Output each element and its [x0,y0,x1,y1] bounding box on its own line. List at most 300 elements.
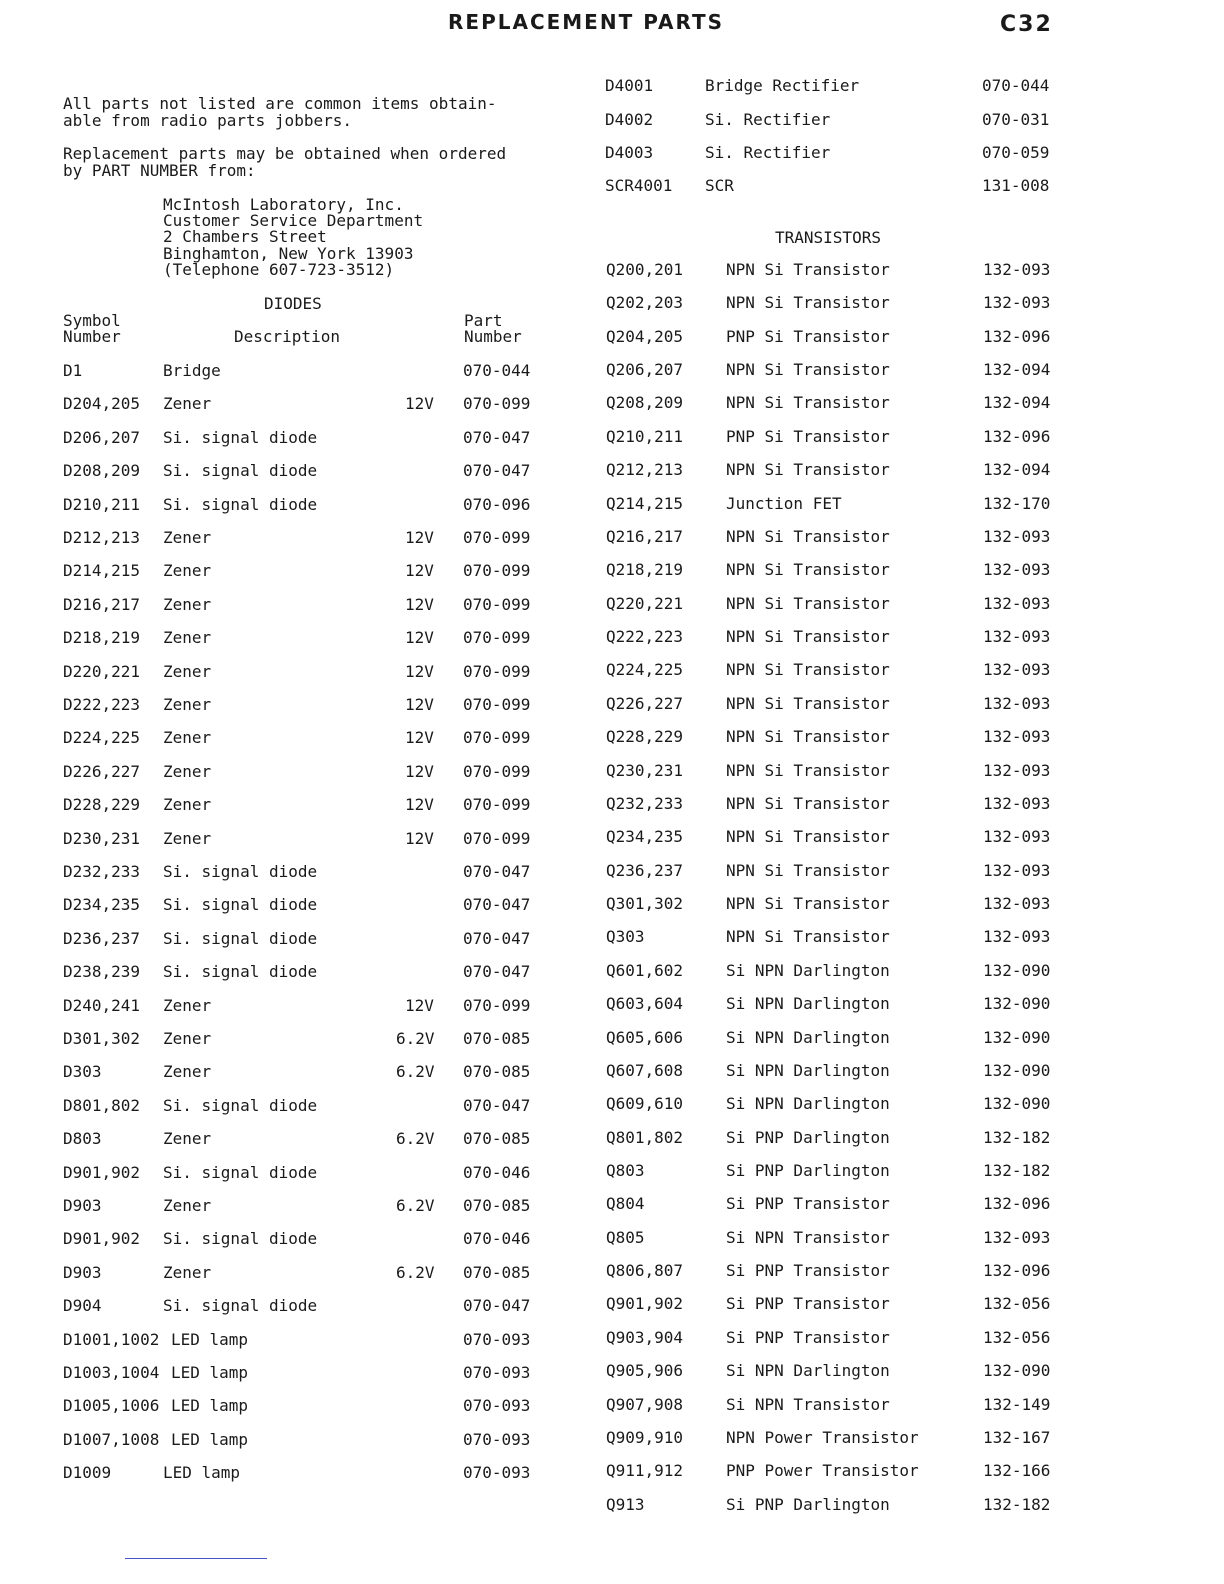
intro-line: by PART NUMBER from: [63,161,256,180]
transistor-description: PNP Si Transistor [726,427,890,446]
diode-symbol: D803 [63,1129,102,1148]
diode-description: Zener [163,829,212,848]
transistor-symbol: Q228,229 [606,727,684,746]
diode-symbol: D226,227 [63,762,141,781]
transistor-row [0,295,1224,315]
transistor-description: PNP Si Transistor [726,327,890,346]
diode-symbol: D208,209 [63,461,141,480]
transistor-symbol: Q220,221 [606,594,684,613]
transistor-row [0,1163,1224,1183]
diode-rating: 6.2V [396,1263,435,1282]
diode-symbol: D232,233 [63,862,141,881]
transistor-symbol: Q208,209 [606,393,684,412]
diode-description: Zener [163,762,212,781]
transistor-part-number: 132-094 [983,360,1051,379]
diode-symbol: D238,239 [63,962,141,981]
diode-rating: 12V [405,662,434,681]
diode-part-number: 070-044 [463,361,531,380]
transistor-row [0,1330,1224,1350]
transistor-description: NPN Power Transistor [726,1428,919,1447]
diode-rating: 12V [405,996,434,1015]
col-header-part-number: Number [464,327,522,346]
rectifier-description: Bridge Rectifier [705,76,860,95]
diode-symbol: D903 [63,1196,102,1215]
transistor-symbol: Q232,233 [606,794,684,813]
diode-rating: 12V [405,762,434,781]
transistor-description: NPN Si Transistor [726,694,890,713]
address-line: (Telephone 607-723-3512) [163,260,395,279]
diode-symbol: D216,217 [63,595,141,614]
diode-part-number: 070-047 [463,929,531,948]
diode-description: Zener [163,595,212,614]
diode-part-number: 070-099 [463,695,531,714]
transistor-part-number: 132-090 [983,1361,1051,1380]
transistor-symbol: Q202,203 [606,293,684,312]
diode-part-number: 070-085 [463,1196,531,1215]
transistor-symbol: Q607,608 [606,1061,684,1080]
transistor-row [0,1397,1224,1417]
diode-symbol: D218,219 [63,628,141,647]
transistor-symbol: Q804 [606,1194,645,1213]
diode-description: Si. signal diode [163,929,318,948]
transistor-symbol: Q911,912 [606,1461,684,1480]
transistor-description: Junction FET [726,494,842,513]
diode-description: Si. signal diode [163,1096,318,1115]
diode-part-number: 070-099 [463,628,531,647]
transistor-description: NPN Si Transistor [726,761,890,780]
transistor-row [0,462,1224,482]
transistor-row [0,529,1224,549]
transistor-symbol: Q224,225 [606,660,684,679]
transistor-description: NPN Si Transistor [726,927,890,946]
transistor-part-number: 132-167 [983,1428,1051,1447]
diode-description: Zener [163,795,212,814]
intro-line: able from radio parts jobbers. [63,111,352,130]
transistor-part-number: 132-093 [983,861,1051,880]
diode-part-number: 070-099 [463,795,531,814]
diode-rating: 6.2V [396,1029,435,1048]
diode-symbol: D801,802 [63,1096,141,1115]
diode-description: Si. signal diode [163,1296,318,1315]
diode-part-number: 070-047 [463,1096,531,1115]
transistor-symbol: Q222,223 [606,627,684,646]
transistors-section-title: TRANSISTORS [775,228,881,247]
diode-description: Si. signal diode [163,962,318,981]
transistor-part-number: 132-093 [983,660,1051,679]
diode-description: Zener [163,1029,212,1048]
transistor-description: NPN Si Transistor [726,360,890,379]
diode-symbol: D1005,1006 [63,1396,160,1415]
transistor-symbol: Q230,231 [606,761,684,780]
transistor-symbol: Q907,908 [606,1395,684,1414]
diode-description: Zener [163,662,212,681]
diode-part-number: 070-096 [463,495,531,514]
diode-part-number: 070-099 [463,528,531,547]
rectifier-part-number: 070-031 [982,110,1050,129]
transistor-description: NPN Si Transistor [726,627,890,646]
diode-part-number: 070-047 [463,895,531,914]
transistor-row [0,429,1224,449]
transistor-row [0,1063,1224,1083]
col-header-part: Part [464,311,503,330]
address-line: McIntosh Laboratory, Inc. [163,195,404,214]
rectifier-symbol: D4003 [605,143,654,162]
diode-description: Zener [163,1263,212,1282]
transistor-description: NPN Si Transistor [726,727,890,746]
transistor-row [0,729,1224,749]
transistor-row [0,1463,1224,1483]
transistor-part-number: 132-094 [983,393,1051,412]
diode-symbol: D228,229 [63,795,141,814]
diode-symbol: D901,902 [63,1163,141,1182]
diode-description: Si. signal diode [163,428,318,447]
transistor-symbol: Q803 [606,1161,645,1180]
diode-description: Zener [163,628,212,647]
transistor-part-number: 132-170 [983,494,1051,513]
transistor-description: Si PNP Darlington [726,1495,890,1514]
transistor-description: Si PNP Transistor [726,1194,890,1213]
diode-rating: 12V [405,394,434,413]
diode-symbol: D234,235 [63,895,141,914]
transistor-part-number: 132-093 [983,761,1051,780]
rectifier-symbol: D4001 [605,76,654,95]
diode-symbol: D230,231 [63,829,141,848]
transistor-row [0,1296,1224,1316]
diode-rating: 12V [405,829,434,848]
transistor-part-number: 132-090 [983,961,1051,980]
diode-symbol: D214,215 [63,561,141,580]
diode-part-number: 070-093 [463,1363,531,1382]
diode-description: Si. signal diode [163,895,318,914]
rectifier-row [0,178,1224,198]
diode-description: Si. signal diode [163,495,318,514]
diode-part-number: 070-046 [463,1163,531,1182]
diode-symbol: D212,213 [63,528,141,547]
diode-symbol: D1001,1002 [63,1330,160,1349]
transistor-symbol: Q601,602 [606,961,684,980]
diode-description: LED lamp [171,1330,249,1349]
diode-symbol: D903 [63,1263,102,1282]
transistor-row [0,963,1224,983]
diode-rating: 12V [405,628,434,647]
diode-symbol: D303 [63,1062,102,1081]
diode-description: Zener [163,1196,212,1215]
transistor-row [0,996,1224,1016]
diode-rating: 6.2V [396,1196,435,1215]
diode-part-number: 070-099 [463,561,531,580]
transistor-part-number: 132-090 [983,1028,1051,1047]
transistor-part-number: 132-096 [983,1261,1051,1280]
transistor-row [0,1363,1224,1383]
diode-rating: 12V [405,528,434,547]
transistor-row [0,1196,1224,1216]
transistor-part-number: 132-182 [983,1161,1051,1180]
transistor-description: Si PNP Darlington [726,1128,890,1147]
rectifier-description: Si. Rectifier [705,110,831,129]
rectifier-row [0,145,1224,165]
diode-description: LED lamp [171,1363,249,1382]
transistor-symbol: Q605,606 [606,1028,684,1047]
transistor-description: NPN Si Transistor [726,894,890,913]
transistor-part-number: 132-096 [983,1194,1051,1213]
transistor-description: NPN Si Transistor [726,594,890,613]
diode-part-number: 070-085 [463,1062,531,1081]
diode-symbol: D210,211 [63,495,141,514]
diode-symbol: D236,237 [63,929,141,948]
transistor-part-number: 132-093 [983,694,1051,713]
rectifier-description: Si. Rectifier [705,143,831,162]
transistor-description: NPN Si Transistor [726,393,890,412]
transistor-row [0,863,1224,883]
diode-description: Zener [163,561,212,580]
diode-description: Zener [163,695,212,714]
transistor-row [0,829,1224,849]
rectifier-part-number: 131-008 [982,176,1050,195]
diode-symbol: D301,302 [63,1029,141,1048]
col-header-description: Description [234,327,340,346]
transistor-description: NPN Si Transistor [726,560,890,579]
transistor-row [0,1497,1224,1517]
diode-description: LED lamp [171,1396,249,1415]
diode-description: Zener [163,528,212,547]
transistor-description: NPN Si Transistor [726,794,890,813]
transistor-symbol: Q234,235 [606,827,684,846]
transistor-description: NPN Si Transistor [726,260,890,279]
diode-part-number: 070-085 [463,1129,531,1148]
rectifier-row [0,112,1224,132]
transistor-part-number: 132-093 [983,627,1051,646]
transistor-description: Si NPN Darlington [726,994,890,1013]
transistor-row [0,1030,1224,1050]
transistor-row [0,1430,1224,1450]
transistor-part-number: 132-093 [983,927,1051,946]
diode-rating: 12V [405,795,434,814]
transistor-symbol: Q206,207 [606,360,684,379]
transistor-row [0,262,1224,282]
transistor-part-number: 132-093 [983,1228,1051,1247]
transistor-part-number: 132-094 [983,460,1051,479]
diode-description: Zener [163,996,212,1015]
diode-description: Si. signal diode [163,862,318,881]
transistor-row [0,629,1224,649]
diode-symbol: D901,902 [63,1229,141,1248]
transistor-row [0,1230,1224,1250]
transistor-part-number: 132-093 [983,894,1051,913]
transistor-symbol: Q204,205 [606,327,684,346]
diode-description: LED lamp [163,1463,241,1482]
diode-part-number: 070-047 [463,962,531,981]
diode-symbol: D206,207 [63,428,141,447]
transistor-description: Si NPN Darlington [726,961,890,980]
diode-part-number: 070-047 [463,461,531,480]
diode-part-number: 070-099 [463,996,531,1015]
diode-symbol: D1007,1008 [63,1430,160,1449]
rectifier-row [0,78,1224,98]
diode-description: Bridge [163,361,221,380]
transistor-part-number: 132-166 [983,1461,1051,1480]
transistor-part-number: 132-093 [983,527,1051,546]
transistor-part-number: 132-093 [983,727,1051,746]
diode-symbol: D240,241 [63,996,141,1015]
diode-description: Zener [163,394,212,413]
transistor-row [0,1263,1224,1283]
transistor-symbol: Q226,227 [606,694,684,713]
transistor-description: Si PNP Darlington [726,1161,890,1180]
transistor-row [0,562,1224,582]
diode-part-number: 070-047 [463,1296,531,1315]
transistor-description: Si NPN Darlington [726,1361,890,1380]
transistor-symbol: Q301,302 [606,894,684,913]
transistor-symbol: Q901,902 [606,1294,684,1313]
diode-part-number: 070-099 [463,595,531,614]
diode-rating: 12V [405,561,434,580]
transistor-row [0,596,1224,616]
transistor-symbol: Q603,604 [606,994,684,1013]
rectifier-symbol: SCR4001 [605,176,673,195]
transistor-part-number: 132-093 [983,260,1051,279]
address-line: 2 Chambers Street [163,227,327,246]
address-line: Binghamton, New York 13903 [163,244,414,263]
transistor-symbol: Q218,219 [606,560,684,579]
transistor-symbol: Q609,610 [606,1094,684,1113]
transistor-symbol: Q212,213 [606,460,684,479]
diode-symbol: D1003,1004 [63,1363,160,1382]
transistor-description: NPN Si Transistor [726,660,890,679]
transistor-row [0,329,1224,349]
transistor-description: NPN Si Transistor [726,293,890,312]
diode-symbol: D220,221 [63,662,141,681]
transistor-symbol: Q806,807 [606,1261,684,1280]
transistor-part-number: 132-056 [983,1328,1051,1347]
transistor-symbol: Q913 [606,1495,645,1514]
transistor-description: NPN Si Transistor [726,827,890,846]
diode-symbol: D1009 [63,1463,112,1482]
transistor-part-number: 132-093 [983,594,1051,613]
rectifier-part-number: 070-044 [982,76,1050,95]
transistor-description: Si NPN Transistor [726,1395,890,1414]
diode-rating: 12V [405,695,434,714]
transistor-part-number: 132-096 [983,327,1051,346]
diode-part-number: 070-085 [463,1263,531,1282]
diode-part-number: 070-093 [463,1430,531,1449]
diode-description: Zener [163,1129,212,1148]
transistor-description: Si PNP Transistor [726,1261,890,1280]
diode-part-number: 070-093 [463,1330,531,1349]
transistor-symbol: Q200,201 [606,260,684,279]
diode-description: Si. signal diode [163,461,318,480]
diode-symbol: D204,205 [63,394,141,413]
diode-rating: 6.2V [396,1129,435,1148]
footer-rule [125,1558,267,1559]
transistor-part-number: 132-096 [983,427,1051,446]
transistor-description: Si NPN Darlington [726,1094,890,1113]
transistor-part-number: 132-093 [983,560,1051,579]
transistor-description: Si PNP Transistor [726,1328,890,1347]
diode-part-number: 070-099 [463,762,531,781]
transistor-row [0,1096,1224,1116]
transistor-description: Si NPN Darlington [726,1061,890,1080]
transistor-part-number: 132-090 [983,1061,1051,1080]
transistor-symbol: Q805 [606,1228,645,1247]
diode-description: Si. signal diode [163,1163,318,1182]
diode-symbol: D1 [63,361,83,380]
transistor-description: NPN Si Transistor [726,527,890,546]
diode-part-number: 070-085 [463,1029,531,1048]
transistor-part-number: 132-182 [983,1128,1051,1147]
diode-rating: 12V [405,728,434,747]
diode-description: Zener [163,728,212,747]
diode-part-number: 070-047 [463,428,531,447]
diode-part-number: 070-093 [463,1463,531,1482]
intro-line: All parts not listed are common items obtain- [63,94,497,113]
diode-description: Zener [163,1062,212,1081]
transistor-row [0,796,1224,816]
rectifier-part-number: 070-059 [982,143,1050,162]
page-number: C32 [1000,12,1053,37]
transistor-symbol: Q214,215 [606,494,684,513]
transistor-description: Si NPN Transistor [726,1228,890,1247]
transistor-symbol: Q236,237 [606,861,684,880]
transistor-symbol: Q210,211 [606,427,684,446]
intro-line: Replacement parts may be obtained when ordered [63,144,507,163]
diodes-section-title: DIODES [264,294,322,313]
diode-part-number: 070-093 [463,1396,531,1415]
transistor-description: Si NPN Darlington [726,1028,890,1047]
transistor-symbol: Q801,802 [606,1128,684,1147]
rectifier-symbol: D4002 [605,110,654,129]
transistor-symbol: Q216,217 [606,527,684,546]
transistor-part-number: 132-093 [983,293,1051,312]
diode-symbol: D904 [63,1296,102,1315]
address-line: Customer Service Department [163,211,424,230]
transistor-part-number: 132-056 [983,1294,1051,1313]
transistor-row [0,395,1224,415]
transistor-description: PNP Power Transistor [726,1461,919,1480]
diode-rating: 6.2V [396,1062,435,1081]
transistor-part-number: 132-093 [983,794,1051,813]
transistor-part-number: 132-093 [983,827,1051,846]
transistor-row [0,929,1224,949]
transistor-part-number: 132-182 [983,1495,1051,1514]
transistor-symbol: Q303 [606,927,645,946]
diode-part-number: 070-099 [463,728,531,747]
col-header-number: Number [63,327,121,346]
transistor-row [0,662,1224,682]
diode-symbol: D224,225 [63,728,141,747]
transistor-description: NPN Si Transistor [726,460,890,479]
page-title: REPLACEMENT PARTS [448,10,725,34]
transistor-row [0,696,1224,716]
transistor-symbol: Q905,906 [606,1361,684,1380]
diode-description: Si. signal diode [163,1229,318,1248]
diode-part-number: 070-099 [463,829,531,848]
transistor-symbol: Q903,904 [606,1328,684,1347]
diode-part-number: 070-047 [463,862,531,881]
transistor-row [0,763,1224,783]
transistor-description: Si PNP Transistor [726,1294,890,1313]
diode-part-number: 070-046 [463,1229,531,1248]
diode-description: LED lamp [171,1430,249,1449]
transistor-description: NPN Si Transistor [726,861,890,880]
transistor-row [0,362,1224,382]
transistor-part-number: 132-090 [983,994,1051,1013]
transistor-symbol: Q909,910 [606,1428,684,1447]
diode-part-number: 070-099 [463,394,531,413]
transistor-row [0,496,1224,516]
diode-rating: 12V [405,595,434,614]
transistor-row [0,1130,1224,1150]
transistor-part-number: 132-149 [983,1395,1051,1414]
